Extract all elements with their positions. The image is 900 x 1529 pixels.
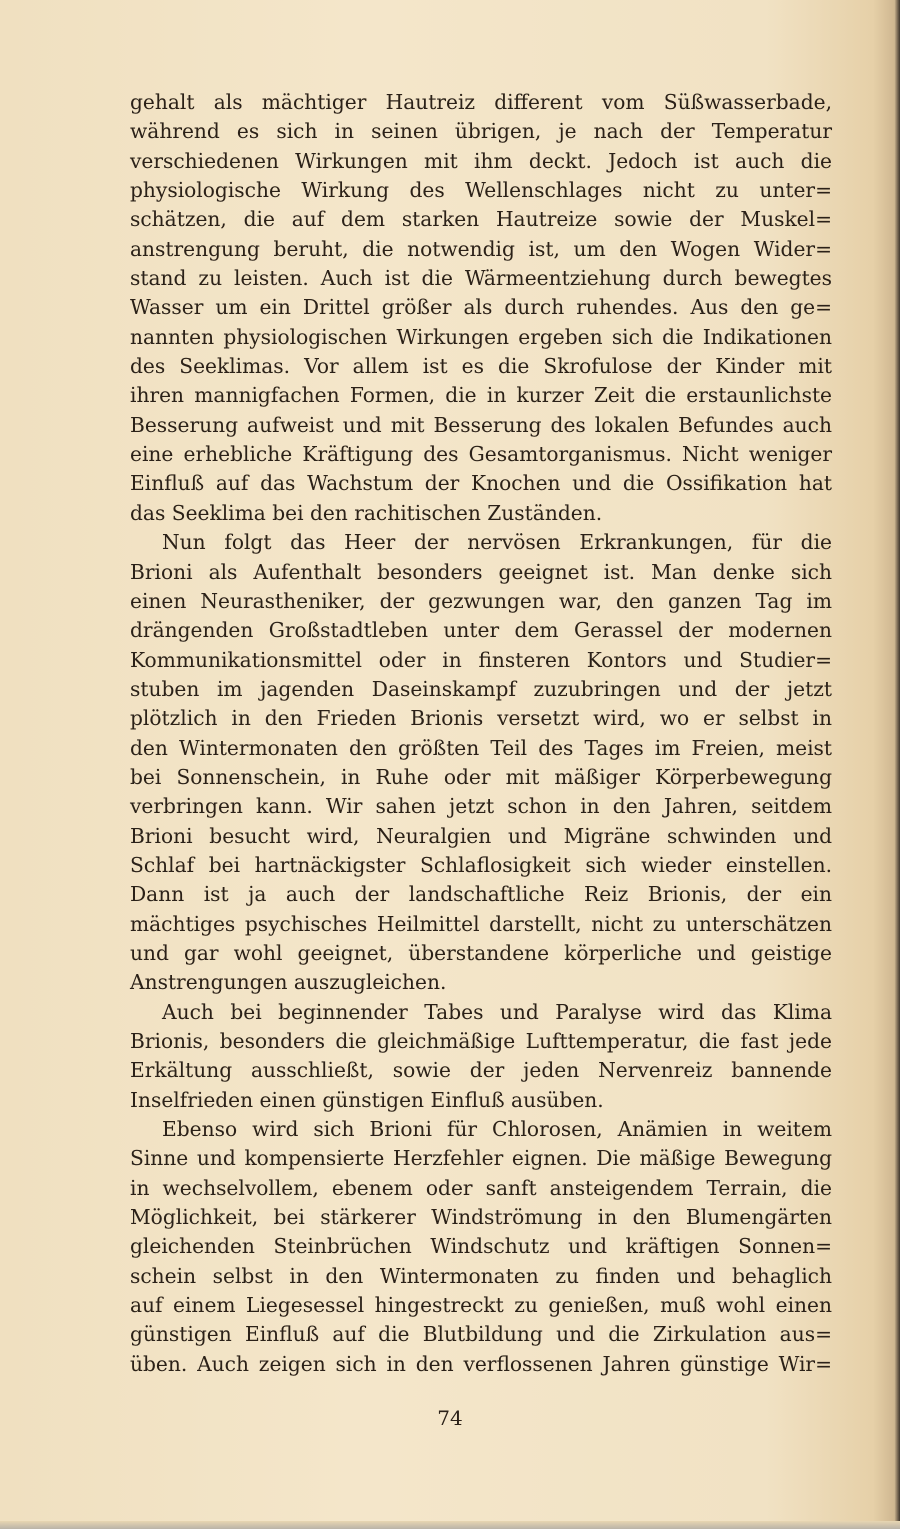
paragraph xyxy=(130,528,832,998)
text-line: günstigen Einfluß auf die Blutbildung und die Zirkulation aus= xyxy=(130,1322,832,1347)
text-line: des Seeklimas. Vor allem ist es die Skrofulose der Kinder mit xyxy=(130,354,832,379)
text-line: Sinne und kompensierte Herzfehler eignen. Die mäßige Bewegung xyxy=(130,1146,832,1171)
text-line: Schlaf bei hartnäckigster Schlaflosigkeit sich wieder einstellen. xyxy=(130,852,832,877)
text-line: Nun folgt das Heer der nervösen Erkrankungen, für die xyxy=(162,530,832,555)
text-line: plötzlich in den Frieden Brionis versetzt wird, wo er selbst in xyxy=(130,706,832,731)
text-line: auf einem Liegesessel hingestreckt zu genießen, muß wohl einen xyxy=(130,1293,832,1318)
text-line: drängenden Großstadtleben unter dem Gerassel der modernen xyxy=(130,618,832,643)
paragraph xyxy=(130,998,832,1115)
text-line: gleichenden Steinbrüchen Windschutz und kräftigen Sonnen= xyxy=(130,1234,832,1259)
text-line: während es sich in seinen übrigen, je nach der Temperatur xyxy=(130,119,832,144)
text-line: einen Neurastheniker, der gezwungen war, den ganzen Tag im xyxy=(130,588,832,613)
text-line: verbringen kann. Wir sahen jetzt schon in den Jahren, seitdem xyxy=(130,794,832,819)
text-line: Inselfrieden einen günstigen Einfluß ausüben. xyxy=(130,1087,604,1112)
text-line: in wechselvollem, ebenem oder sanft ansteigendem Terrain, die xyxy=(130,1175,832,1200)
text-line: Anstrengungen auszugleichen. xyxy=(130,970,447,995)
text-line: und gar wohl geeignet, überstandene körperliche und geistige xyxy=(130,940,832,965)
text-line: Besserung aufweist und mit Besserung des lokalen Befundes auch xyxy=(130,412,832,437)
text-line: Dann ist ja auch der landschaftliche Reiz Brionis, der ein xyxy=(130,882,832,907)
text-line: stuben im jagenden Daseinskampf zuzubringen und der jetzt xyxy=(130,676,832,701)
text-line: Brioni als Aufenthalt besonders geeignet ist. Man denke sich xyxy=(130,559,832,584)
text-line: schätzen, die auf dem starken Hautreize sowie der Muskel= xyxy=(130,207,832,232)
text-line: Brionis, besonders die gleichmäßige Lufttemperatur, die fast jede xyxy=(130,1029,832,1053)
text-line: Kommunikationsmittel oder in finsteren Kontors und Studier= xyxy=(130,647,832,672)
text-line: physiologische Wirkung des Wellenschlages nicht zu unter= xyxy=(130,178,832,203)
text-line: schein selbst in den Wintermonaten zu finden und behaglich xyxy=(130,1263,832,1288)
text-line: den Wintermonaten den größten Teil des Tages im Freien, meist xyxy=(130,735,832,760)
text-line: mächtiges psychisches Heilmittel darstellt, nicht zu unterschätzen xyxy=(130,911,832,936)
text-line: bei Sonnenschein, in Ruhe oder mit mäßiger Körperbewegung xyxy=(130,764,832,789)
paragraph xyxy=(130,88,832,528)
page-edge-shadow xyxy=(894,0,900,1529)
text-line: Ebenso wird sich Brioni für Chlorosen, Anämien in weitem xyxy=(162,1117,832,1142)
text-line: eine erhebliche Kräftigung des Gesamtorganismus. Nicht weniger xyxy=(130,442,832,467)
text-line: Erkältung ausschließt, sowie der jeden Nervenreiz bannende xyxy=(130,1058,832,1083)
text-line: Brioni besucht wird, Neuralgien und Migräne schwinden und xyxy=(130,823,832,848)
text-line: verschiedenen Wirkungen mit ihm deckt. Jedoch ist auch die xyxy=(130,148,832,173)
text-line: Einfluß auf das Wachstum der Knochen und die Ossifikation hat xyxy=(130,471,832,496)
text-line: Wasser um ein Drittel größer als durch ruhendes. Aus den ge= xyxy=(130,295,832,320)
text-line: anstrengung beruht, die notwendig ist, um den Wogen Wider= xyxy=(130,236,832,261)
paragraph xyxy=(130,1115,832,1379)
body-text xyxy=(130,88,832,1379)
text-line: ihren mannigfachen Formen, die in kurzer Zeit die erstaunlichste xyxy=(130,383,832,408)
text-line: stand zu leisten. Auch ist die Wärmeentziehung durch bewegtes xyxy=(130,266,832,291)
text-line: Möglichkeit, bei stärkerer Windströmung in den Blumengärten xyxy=(130,1205,832,1230)
page-bottom-edge xyxy=(0,1521,900,1529)
text-line: das Seeklima bei den rachitischen Zuständen. xyxy=(130,500,603,525)
page-number: 74 xyxy=(437,1406,463,1430)
text-line: nannten physiologischen Wirkungen ergeben sich die Indikationen xyxy=(130,324,832,349)
text-line: gehalt als mächtiger Hautreiz different vom Süßwasserbade, xyxy=(130,90,832,114)
text-line: Auch bei beginnender Tabes und Paralyse wird das Klima xyxy=(162,999,832,1024)
text-line: üben. Auch zeigen sich in den verflossenen Jahren günstige Wir= xyxy=(130,1351,832,1376)
